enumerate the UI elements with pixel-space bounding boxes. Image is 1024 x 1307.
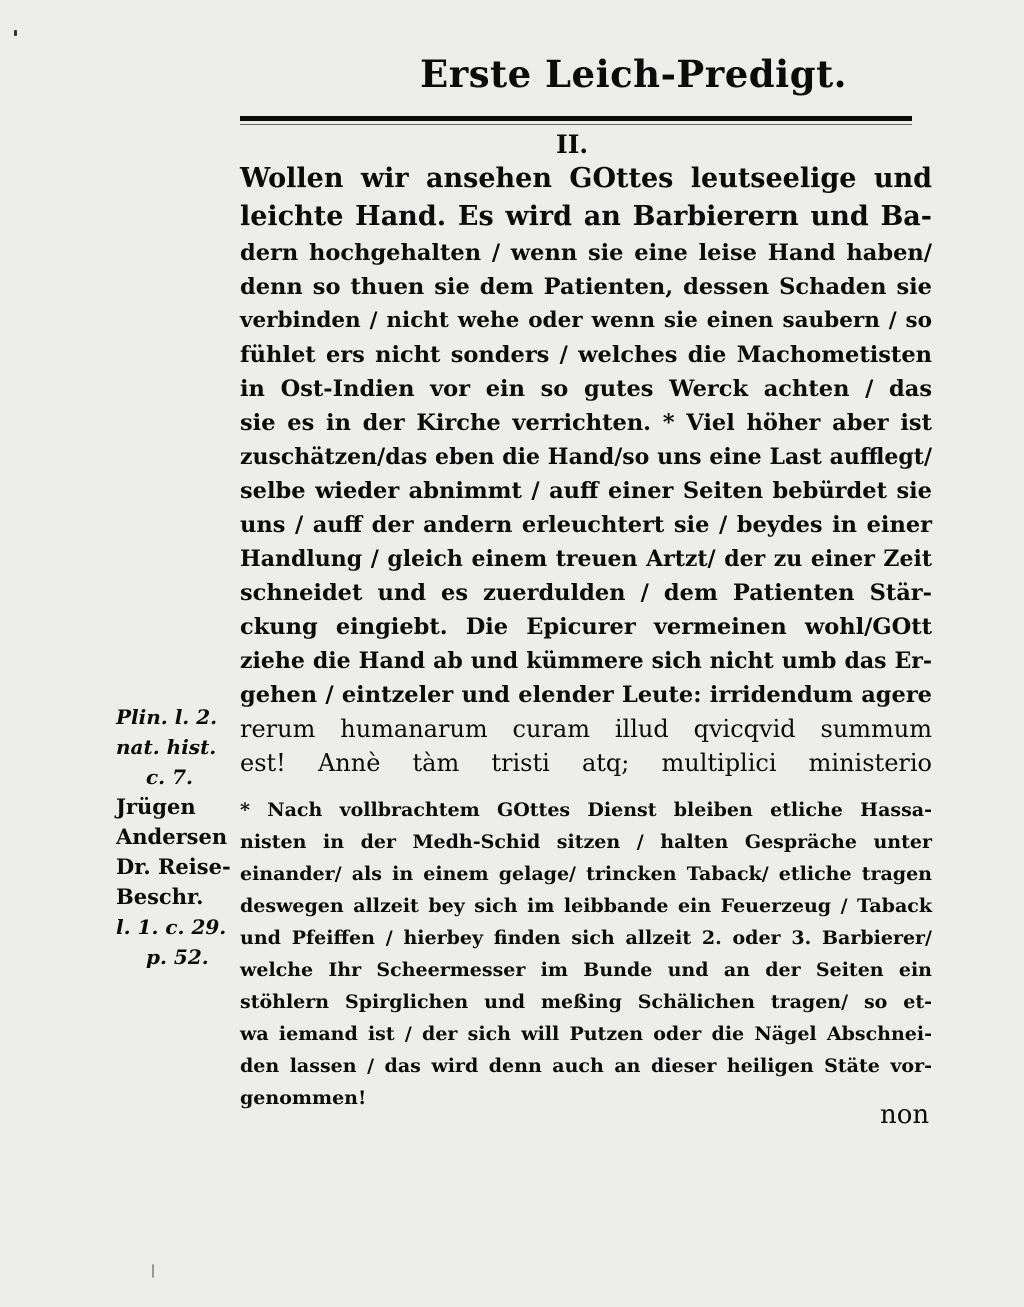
footnote-line: einander/ als in einem gelage/ trincken Taback/ etliche tragen: [240, 863, 932, 885]
ink-speck: [152, 1264, 154, 1278]
main-text: [240, 160, 932, 780]
header-rule-thin: [240, 124, 912, 125]
text-line: selbe wieder abnimmt / auff einer Seiten bebürdet sie: [240, 478, 932, 504]
section-number: II.: [556, 130, 589, 159]
text-line: ziehe die Hand ab und kümmere sich nicht umb das Er-: [240, 648, 932, 674]
margin-note-line: p. 52.: [146, 945, 209, 969]
text-line: denn so thuen sie dem Patienten, dessen Schaden sie: [240, 274, 932, 300]
margin-note-line: l. 1. c. 29.: [116, 915, 227, 939]
text-line: Wollen wir ansehen GOttes leutseelige und: [240, 163, 932, 194]
footnote-line: nisten in der Medh-Schid sitzen / halten Gespräche unter: [240, 831, 932, 853]
footnote-line: deswegen allzeit bey sich im leibbande ein Feuerzeug / Taback: [240, 895, 932, 917]
footnote: [240, 794, 932, 1114]
footnote-line: stöhlern Spirglichen und meßing Schälichen tragen/ so et-: [240, 991, 932, 1013]
text-line: fühlet ers nicht sonders / welches die Machometisten: [240, 342, 932, 368]
margin-note-line: Beschr.: [116, 884, 204, 909]
margin-note-line: c. 7.: [146, 765, 193, 789]
text-line: zuschätzen/das eben die Hand/so uns eine Last aufflegt/: [240, 444, 932, 470]
text-line: schneidet und es zuerdulden / dem Patienten Stär-: [240, 580, 932, 606]
text-line: ckung eingiebt. Die Epicurer vermeinen wohl/GOtt: [240, 614, 932, 640]
text-line: Handlung / gleich einem treuen Artzt/ der zu einer Zeit: [240, 546, 932, 572]
footnote-line: und Pfeiffen / hierbey finden sich allzeit 2. oder 3. Barbierer/: [240, 927, 932, 949]
text-line: rerum humanarum curam illud qvicqvid summum: [240, 715, 932, 743]
margin-note-line: Dr. Reise-: [116, 854, 231, 879]
running-head: Erste Leich-Predigt.: [420, 52, 848, 96]
text-line: est! Annè tàm tristi atq; multiplici ministerio: [240, 749, 932, 777]
text-line: verbinden / nicht wehe oder wenn sie einen saubern / so: [240, 308, 932, 333]
text-line: uns / auff der andern erleuchtert sie / beydes in einer: [240, 512, 932, 538]
catchword: non: [880, 1100, 930, 1130]
ink-speck: [14, 30, 17, 36]
footnote-line: wa iemand ist / der sich will Putzen oder die Nägel Abschnei-: [240, 1023, 932, 1045]
margin-note-line: Jrügen: [116, 794, 196, 819]
footnote-line: welche Ihr Scheermesser im Bunde und an der Seiten ein: [240, 959, 932, 981]
text-line: gehen / eintzeler und elender Leute: irridendum agere: [240, 682, 932, 708]
footnote-line: * Nach vollbrachtem GOttes Dienst bleiben etliche Hassa-: [240, 799, 932, 821]
text-line: dern hochgehalten / wenn sie eine leise Hand haben/: [240, 240, 932, 266]
header-rule: [240, 116, 912, 121]
margin-note: [116, 702, 246, 972]
margin-note-line: Andersen: [116, 824, 228, 849]
footnote-line: den lassen / das wird denn auch an dieser heiligen Stäte vor-: [240, 1055, 932, 1077]
margin-note-line: nat. hist.: [116, 735, 217, 759]
text-line: in Ost-Indien vor ein so gutes Werck achten / das: [240, 376, 932, 402]
margin-note-line: Plin. l. 2.: [116, 705, 218, 729]
text-line: sie es in der Kirche verrichten. * Viel höher aber ist: [240, 410, 932, 436]
footnote-line: genommen!: [240, 1087, 367, 1109]
text-line: leichte Hand. Es wird an Barbierern und Ba-: [240, 201, 932, 232]
